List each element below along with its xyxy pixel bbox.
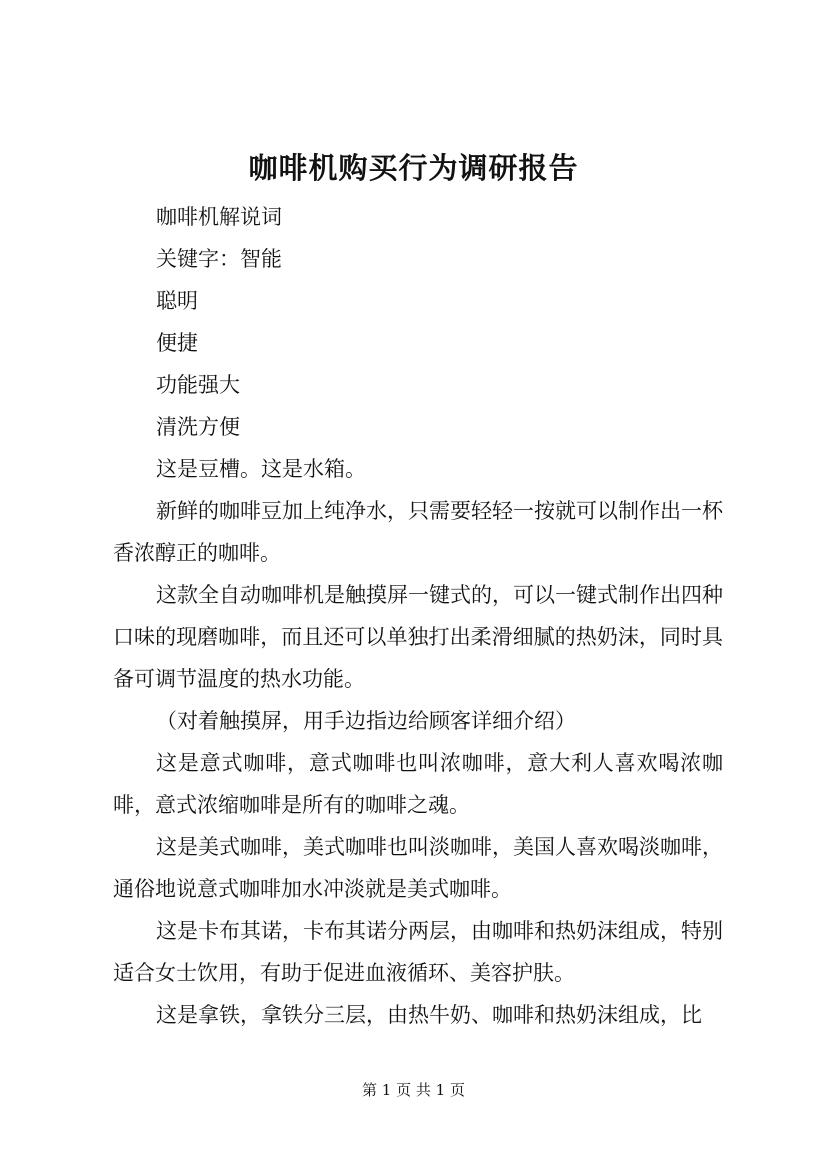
text-line: 关键字：智能 [156, 247, 282, 271]
text-line: 功能强大 [156, 373, 240, 397]
paragraph: （对着触摸屏，用手边指边给顾客详细介绍） [156, 709, 576, 733]
text-line: 便捷 [156, 331, 198, 355]
document-title: 咖啡机购买行为调研报告 [248, 151, 579, 185]
text-line: 清洗方便 [156, 415, 240, 439]
paragraph: 这是美式咖啡，美式咖啡也叫淡咖啡，美国人喜欢喝淡咖啡，通俗地说意式咖啡加水冲淡就是美式咖啡。 [113, 835, 723, 901]
paragraph: 这是拿铁，拿铁分三层，由热牛奶、咖啡和热奶沫组成，比 [156, 1003, 702, 1027]
paragraph: 这是卡布其诺，卡布其诺分两层，由咖啡和热奶沫组成，特别适合女士饮用，有助于促进血液循环、美容护肤。 [113, 919, 723, 985]
paragraph: 这是意式咖啡，意式咖啡也叫浓咖啡，意大利人喜欢喝浓咖啡，意式浓缩咖啡是所有的咖啡之魂。 [113, 751, 723, 817]
paragraph: 这款全自动咖啡机是触摸屏一键式的，可以一键式制作出四种口味的现磨咖啡，而且还可以单独打出柔滑细腻的热奶沫，同时具备可调节温度的热水功能。 [113, 583, 723, 691]
page-footer: 第 1 页 共 1 页 [362, 1081, 465, 1099]
text-line: 咖啡机解说词 [156, 205, 282, 229]
text-line: 聪明 [156, 289, 198, 313]
text-line: 这是豆槽。这是水箱。 [156, 457, 366, 481]
paragraph: 新鲜的咖啡豆加上纯净水，只需要轻轻一按就可以制作出一杯香浓醇正的咖啡。 [113, 499, 723, 565]
document-body [113, 196, 723, 1036]
